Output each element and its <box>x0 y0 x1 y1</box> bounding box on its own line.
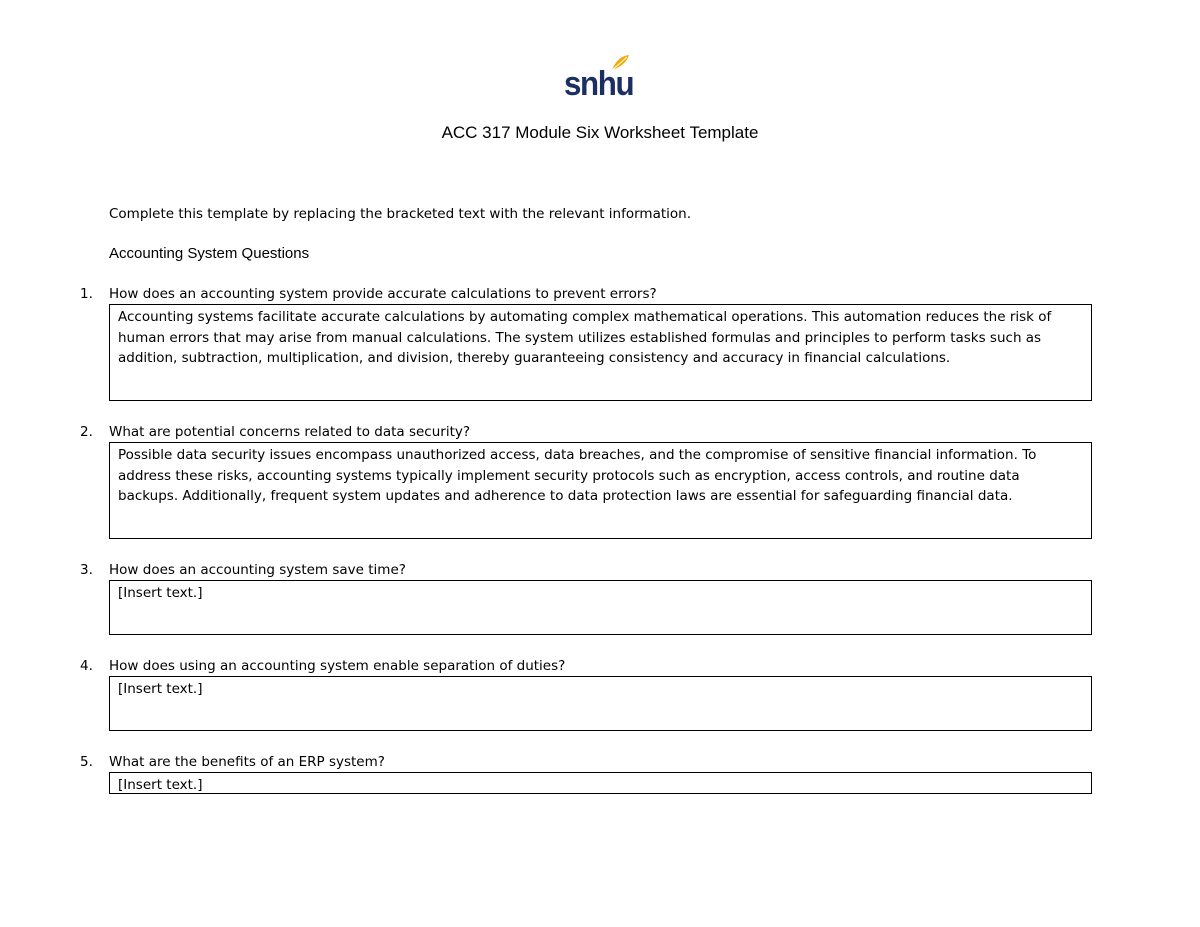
logo-text: snhu <box>564 65 634 103</box>
answer-box-4[interactable] <box>109 676 1092 731</box>
question-number: 4. <box>80 658 93 674</box>
instructions: Complete this template by replacing the bracketed text with the relevant information. <box>109 206 692 222</box>
answer-text: Accounting systems facilitate accurate calculations by automating complex mathematical operations. This automation reduces the risk of human errors that may arise from manual calculations. The system utilizes established formulas and principles to perform tasks such as addition, subtraction, multiplication, and division, thereby guaranteeing consistency and accuracy in financial calculations. <box>118 309 1052 366</box>
section-heading: Accounting System Questions <box>109 245 310 262</box>
answer-text: [Insert text.] <box>118 585 203 601</box>
answer-box-5[interactable] <box>109 772 1092 794</box>
question-4 <box>80 657 565 675</box>
answer-box-2[interactable] <box>109 442 1092 539</box>
question-text: How does using an accounting system enable separation of duties? <box>109 658 566 674</box>
question-number: 2. <box>80 424 93 440</box>
question-text: What are the benefits of an ERP system? <box>109 754 385 770</box>
question-5 <box>80 753 385 771</box>
snhu-logo <box>564 54 634 104</box>
answer-text: [Insert text.] <box>118 777 203 793</box>
question-1 <box>80 285 657 303</box>
question-text: How does an accounting system save time? <box>109 562 406 578</box>
question-text: What are potential concerns related to data security? <box>109 424 471 440</box>
question-2 <box>80 423 470 441</box>
answer-text: Possible data security issues encompass unauthorized access, data breaches, and the compromise of sensitive financial information. To address these risks, accounting systems typically implement security protocols such as encryption, access controls, and routine data backups. Additionally, frequent system updates and adherence to data protection laws are essential for safeguarding financial data. <box>118 447 1037 504</box>
answer-box-3[interactable] <box>109 580 1092 635</box>
question-text: How does an accounting system provide accurate calculations to prevent errors? <box>109 286 657 302</box>
question-number: 5. <box>80 754 93 770</box>
answer-box-1[interactable] <box>109 304 1092 401</box>
question-number: 3. <box>80 562 93 578</box>
answer-text: [Insert text.] <box>118 681 203 697</box>
page-title: ACC 317 Module Six Worksheet Template <box>441 123 759 142</box>
question-number: 1. <box>80 286 93 302</box>
question-3 <box>80 561 406 579</box>
